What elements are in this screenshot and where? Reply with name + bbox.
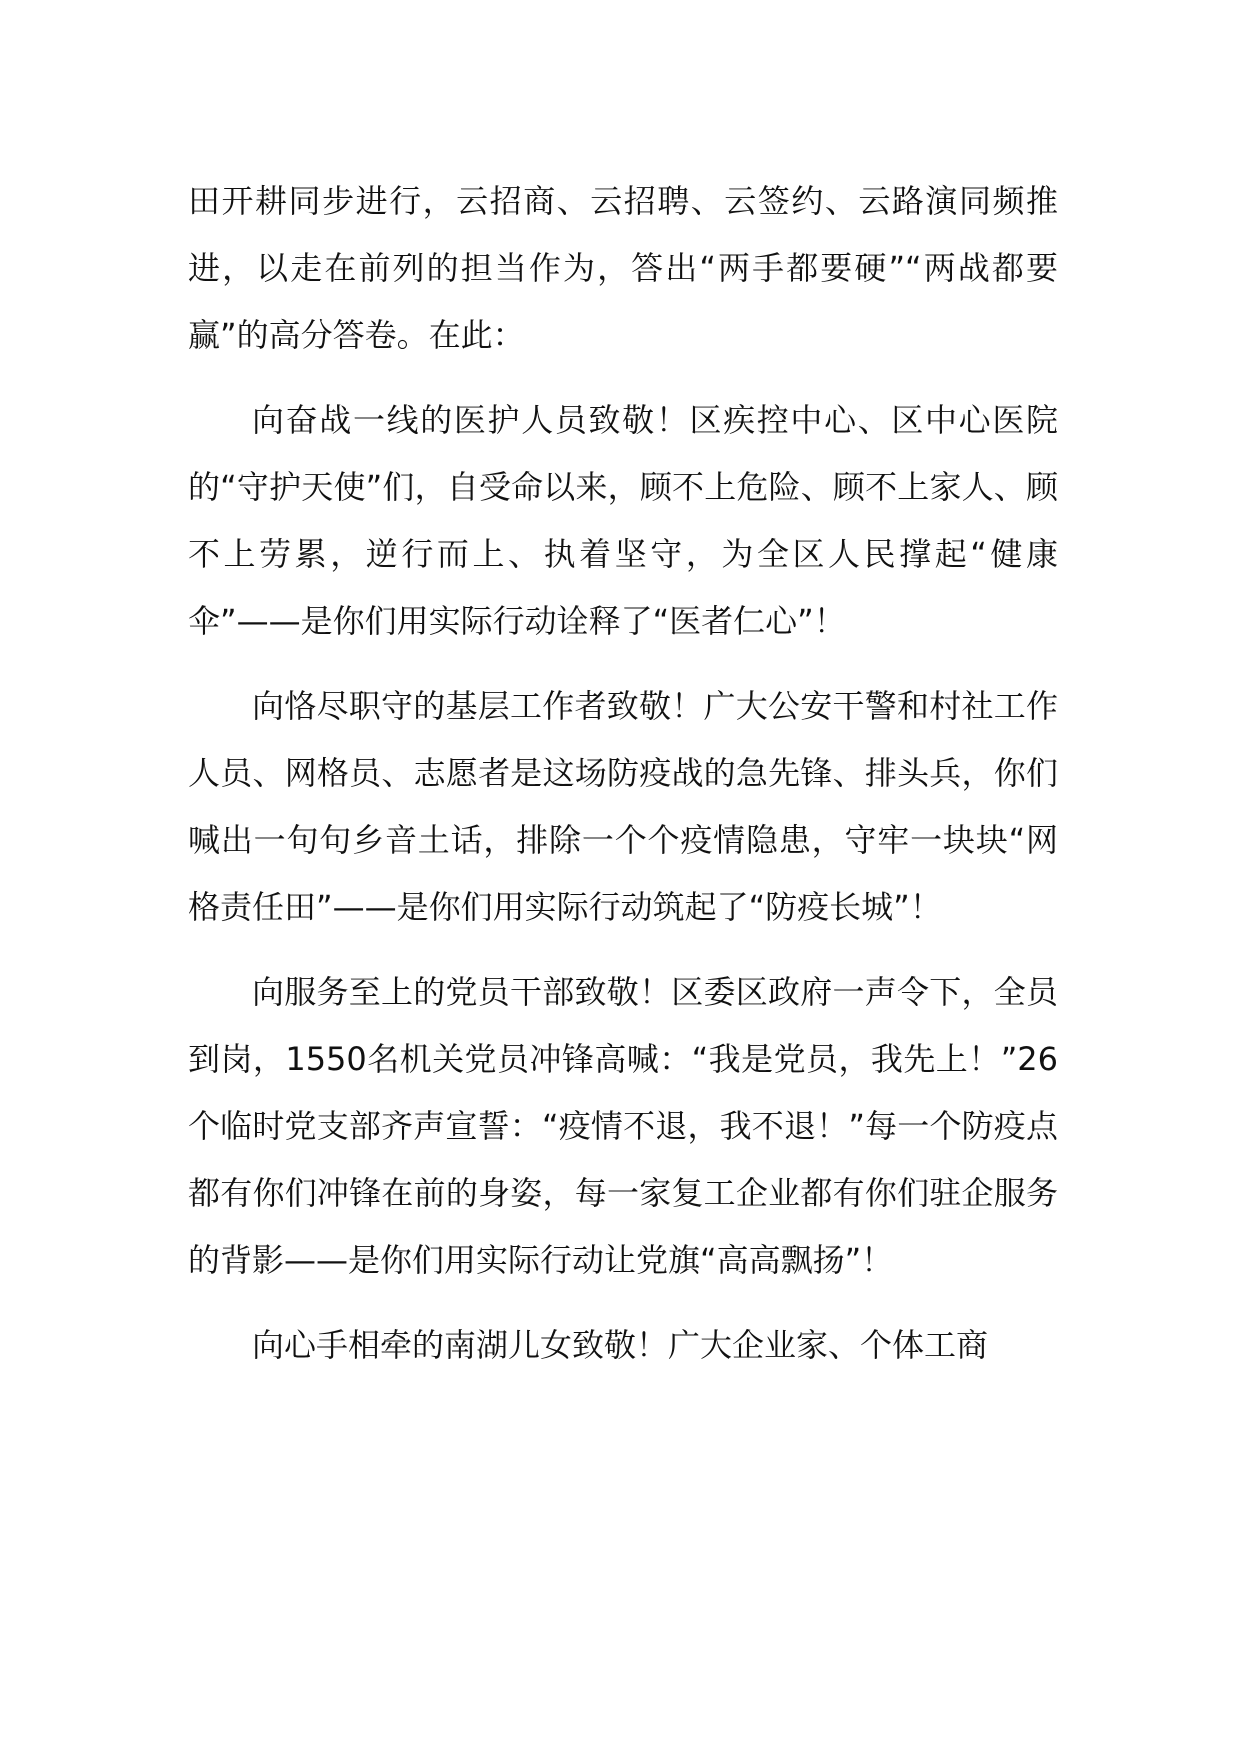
paragraph-2: 向奋战一线的医护人员致敬！区疾控中心、区中心医院的“守护天使”们，自受命以来，顾不上危险、顾不上家人、顾不上劳累，逆行而上、执着坚守，为全区人民撑起“健康伞”——是你们用实际行动诠释了“医者仁心”！ [188, 401, 1058, 640]
paragraph-5: 向心手相牵的南湖儿女致敬！广大企业家、个体工商 [252, 1326, 989, 1364]
paragraph-4: 向服务至上的党员干部致敬！区委区政府一声令下，全员到岗，1550名机关党员冲锋高喊：“我是党员，我先上！”26个临时党支部齐声宣誓：“疫情不退，我不退！”每一个防疫点都有你们冲锋在前的身姿，每一家复工企业都有你们驻企服务的背影——是你们用实际行动让党旗“高高飘扬”！ [188, 973, 1058, 1279]
paragraph-3: 向恪尽职守的基层工作者致敬！广大公安干警和村社工作人员、网格员、志愿者是这场防疫战的急先锋、排头兵，你们喊出一句句乡音土话，排除一个个疫情隐患，守牢一块块“网格责任田”——是你们用实际行动筑起了“防疫长城”！ [188, 687, 1058, 926]
paragraph-1: 田开耕同步进行，云招商、云招聘、云签约、云路演同频推进，以走在前列的担当作为，答出“两手都要硬”“两战都要赢”的高分答卷。在此： [188, 182, 1058, 354]
document-page [188, 168, 1058, 1379]
